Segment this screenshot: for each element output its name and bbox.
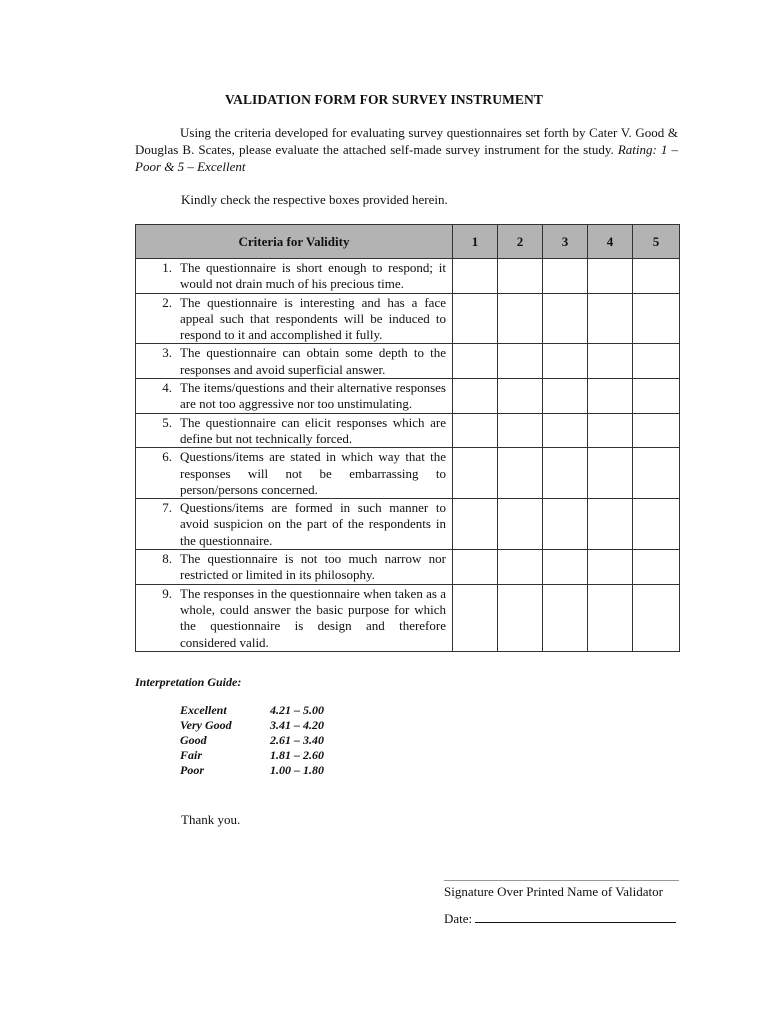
criterion-cell [136, 499, 453, 550]
rating-checkbox-4[interactable] [588, 550, 633, 585]
interpretation-guide [180, 703, 324, 778]
criterion-number: 1. [162, 260, 172, 275]
criterion-text: The questionnaire can elicit responses which are define but not technically forced. [180, 414, 446, 446]
date-row [444, 908, 676, 927]
criterion-text: The responses in the questionnaire when taken as a whole, could answer the basic purpose for which the questionnaire is design and therefore considered valid. [180, 585, 446, 650]
rating-checkbox-5[interactable] [633, 344, 680, 379]
rating-checkbox-1[interactable] [453, 550, 498, 585]
guide-row [180, 733, 324, 748]
rating-scale: Rating: 1 – Poor & 5 – Excellent [135, 141, 678, 174]
criterion-number: 3. [162, 345, 172, 361]
rating-checkbox-2[interactable] [498, 584, 543, 651]
form-title: VALIDATION FORM FOR SURVEY INSTRUMENT [224, 92, 543, 107]
criterion-text: The questionnaire is short enough to respond; it would not drain much of his precious time. [180, 260, 446, 292]
rating-checkbox-2[interactable] [498, 293, 543, 344]
criterion-text: The questionnaire is interesting and has a face appeal such that respondents will be induced to respond to it and accomplished it fully. [180, 294, 446, 343]
rating-checkbox-2[interactable] [498, 448, 543, 499]
rating-header-3: 3 [543, 225, 588, 259]
table-row [136, 448, 680, 499]
guide-title: Interpretation Guide: [135, 675, 242, 689]
guide-row [180, 703, 324, 718]
guide-range: 3.41 – 4.20 [270, 718, 324, 732]
table-row [136, 379, 680, 414]
guide-level: Very Good [180, 718, 232, 732]
criterion-cell [136, 550, 453, 585]
criterion-number: 2. [162, 294, 172, 310]
table-row [136, 413, 680, 448]
guide-range: 4.21 – 5.00 [270, 703, 324, 717]
rating-checkbox-2[interactable] [498, 499, 543, 550]
rating-checkbox-3[interactable] [543, 550, 588, 585]
rating-checkbox-5[interactable] [633, 379, 680, 414]
closing-text: Thank you. [181, 812, 241, 827]
instruction-text: Kindly check the respective boxes provided herein. [181, 192, 448, 207]
table-row [136, 259, 680, 294]
rating-header-1: 1 [453, 225, 498, 259]
criterion-cell [136, 379, 453, 414]
guide-level: Good [180, 733, 207, 747]
signature-line[interactable] [444, 880, 679, 881]
guide-row [180, 718, 324, 733]
rating-checkbox-1[interactable] [453, 259, 498, 294]
guide-level: Excellent [180, 703, 227, 717]
rating-checkbox-4[interactable] [588, 448, 633, 499]
validity-table [135, 224, 680, 652]
intro-text: Using the criteria developed for evaluating survey questionnaires set forth by Cater V. Good & Douglas B. Scates, please evaluate the attached self-made survey instrument for the study. [135, 125, 678, 157]
criterion-text: Questions/items are formed in such manner to avoid suspicion on the part of the respondents in the questionnaire. [180, 500, 446, 548]
rating-header-5: 5 [633, 225, 680, 259]
guide-level: Poor [180, 763, 204, 777]
rating-checkbox-4[interactable] [588, 344, 633, 379]
criterion-text: The questionnaire is not too much narrow nor restricted or limited in its philosophy. [180, 551, 446, 583]
rating-checkbox-1[interactable] [453, 584, 498, 651]
rating-checkbox-2[interactable] [498, 259, 543, 294]
rating-checkbox-3[interactable] [543, 584, 588, 651]
criterion-number: 8. [162, 551, 172, 567]
criterion-cell [136, 293, 453, 344]
signature-label: Signature Over Printed Name of Validator [444, 884, 663, 899]
guide-range: 2.61 – 3.40 [270, 733, 324, 747]
rating-checkbox-1[interactable] [453, 448, 498, 499]
criterion-cell [136, 413, 453, 448]
table-row [136, 499, 680, 550]
rating-checkbox-3[interactable] [543, 448, 588, 499]
date-label: Date: [444, 911, 473, 926]
guide-row [180, 763, 324, 778]
rating-checkbox-4[interactable] [588, 413, 633, 448]
rating-checkbox-5[interactable] [633, 448, 680, 499]
rating-checkbox-4[interactable] [588, 259, 633, 294]
rating-checkbox-1[interactable] [453, 293, 498, 344]
criterion-text: The questionnaire can obtain some depth to the responses and avoid superficial answer. [180, 345, 446, 377]
date-field[interactable] [475, 908, 676, 923]
guide-level: Fair [180, 748, 203, 762]
criterion-number: 6. [162, 449, 172, 465]
rating-checkbox-3[interactable] [543, 344, 588, 379]
criterion-number: 4. [162, 380, 172, 396]
rating-checkbox-5[interactable] [633, 413, 680, 448]
table-header-row [136, 225, 680, 259]
rating-checkbox-1[interactable] [453, 379, 498, 414]
table-row [136, 293, 680, 344]
rating-checkbox-2[interactable] [498, 379, 543, 414]
criterion-cell [136, 344, 453, 379]
criterion-number: 5. [162, 414, 172, 430]
criterion-number: 9. [162, 585, 172, 601]
criterion-cell [136, 259, 453, 294]
rating-header-2: 2 [498, 225, 543, 259]
table-row [136, 344, 680, 379]
criterion-text: The items/questions and their alternative responses are not too aggressive nor too unstimulating. [180, 380, 446, 412]
guide-row [180, 748, 324, 763]
criteria-body [136, 259, 680, 652]
rating-checkbox-5[interactable] [633, 584, 680, 651]
intro-paragraph [135, 125, 678, 175]
rating-checkbox-3[interactable] [543, 499, 588, 550]
rating-checkbox-2[interactable] [498, 550, 543, 585]
rating-checkbox-1[interactable] [453, 413, 498, 448]
rating-checkbox-5[interactable] [633, 293, 680, 344]
rating-checkbox-4[interactable] [588, 499, 633, 550]
guide-range: 1.81 – 2.60 [270, 748, 324, 762]
guide-range: 1.00 – 1.80 [270, 763, 324, 777]
rating-checkbox-3[interactable] [543, 379, 588, 414]
criterion-cell [136, 448, 453, 499]
criterion-text: Questions/items are stated in which way that the responses will not be embarrassing to person/persons concerned. [180, 449, 446, 497]
criterion-number: 7. [162, 500, 172, 516]
rating-header-4: 4 [588, 225, 633, 259]
rating-checkbox-5[interactable] [633, 259, 680, 294]
rating-checkbox-5[interactable] [633, 499, 680, 550]
table-row [136, 584, 680, 651]
table-row [136, 550, 680, 585]
rating-checkbox-4[interactable] [588, 293, 633, 344]
rating-checkbox-1[interactable] [453, 344, 498, 379]
rating-checkbox-3[interactable] [543, 259, 588, 294]
criterion-cell [136, 584, 453, 651]
rating-checkbox-1[interactable] [453, 499, 498, 550]
rating-checkbox-4[interactable] [588, 584, 633, 651]
rating-checkbox-2[interactable] [498, 413, 543, 448]
criteria-header: Criteria for Validity [136, 225, 453, 259]
rating-checkbox-3[interactable] [543, 413, 588, 448]
rating-checkbox-2[interactable] [498, 344, 543, 379]
rating-checkbox-5[interactable] [633, 550, 680, 585]
rating-checkbox-3[interactable] [543, 293, 588, 344]
rating-checkbox-4[interactable] [588, 379, 633, 414]
